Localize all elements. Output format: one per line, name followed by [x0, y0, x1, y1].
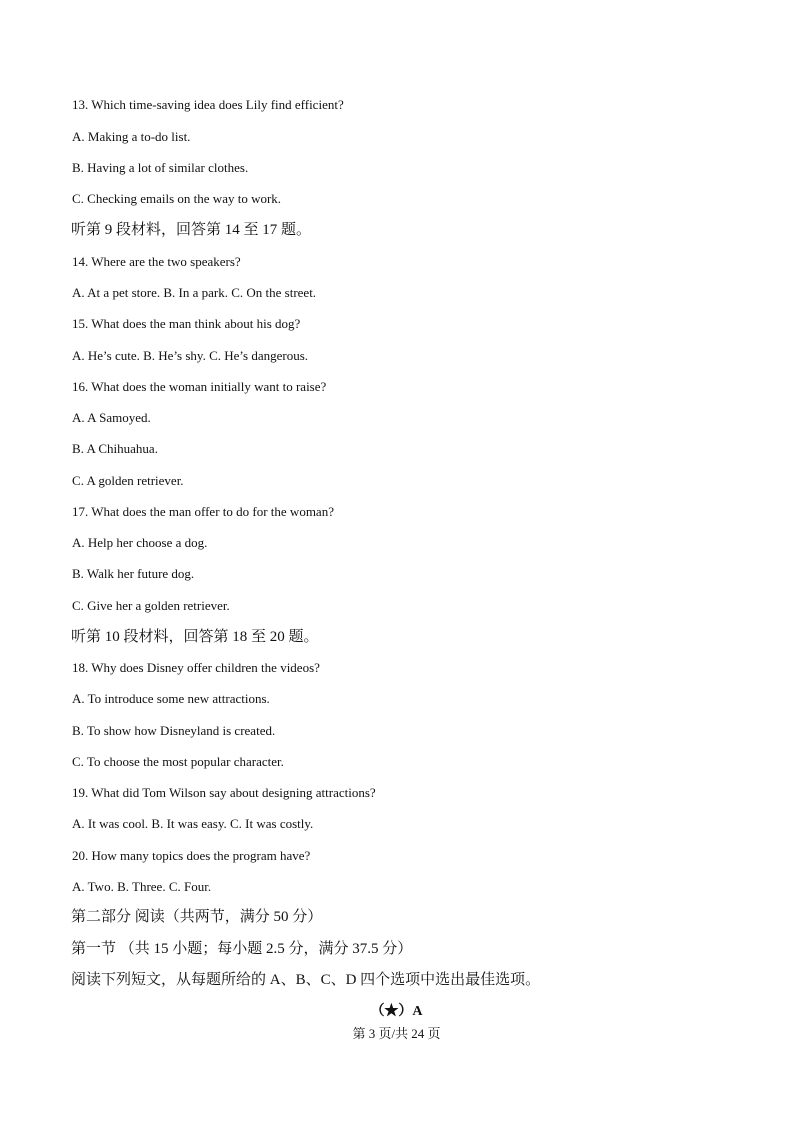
options-20: A. Two. B. Three. C. Four. — [72, 879, 212, 894]
question-17: 17. What does the man offer to do for the woman? — [72, 504, 334, 519]
question-15: 15. What does the man think about his dog? — [72, 316, 301, 331]
options-15: A. He’s cute. B. He’s shy. C. He’s dangerous. — [72, 348, 309, 363]
option-18-b: B. To show how Disneyland is created. — [72, 723, 276, 738]
option-17-b: B. Walk her future dog. — [72, 566, 195, 581]
question-20: 20. How many topics does the program have? — [72, 848, 311, 863]
section-heading-9: 听第 9 段材料，回答第 14 至 17 题。 — [71, 222, 312, 238]
question-13: 13. Which time-saving idea does Lily find efficient? — [72, 97, 344, 112]
option-13-b: B. Having a lot of similar clothes. — [72, 160, 249, 175]
option-16-a: A. A Samoyed. — [72, 410, 151, 425]
options-14: A. At a pet store. B. In a park. C. On the street. — [72, 285, 317, 300]
question-14: 14. Where are the two speakers? — [72, 254, 241, 269]
option-16-c: C. A golden retriever. — [72, 473, 184, 488]
part-two-heading: 第二部分 阅读（共两节，满分 50 分） — [71, 909, 323, 925]
option-18-a: A. To introduce some new attractions. — [72, 691, 270, 706]
passage-title: （★）A — [370, 1004, 423, 1019]
question-16: 16. What does the woman initially want to raise? — [72, 379, 327, 394]
option-16-b: B. A Chihuahua. — [72, 441, 158, 456]
section-one-heading: 第一节 （共 15 小题；每小题 2.5 分，满分 37.5 分） — [71, 941, 413, 957]
page-number: 第 3 页/共 24 页 — [352, 1026, 441, 1041]
option-18-c: C. To choose the most popular character. — [72, 754, 284, 769]
reading-instruction: 阅读下列短文，从每题所给的 A、B、C、D 四个选项中选出最佳选项。 — [71, 972, 541, 988]
option-17-a: A. Help her choose a dog. — [72, 535, 208, 550]
question-18: 18. Why does Disney offer children the videos? — [72, 660, 320, 675]
options-19: A. It was cool. B. It was easy. C. It was costly. — [72, 816, 314, 831]
option-13-c: C. Checking emails on the way to work. — [72, 191, 282, 206]
section-heading-10: 听第 10 段材料，回答第 18 至 20 题。 — [71, 629, 319, 645]
question-19: 19. What did Tom Wilson say about designing attractions? — [72, 785, 376, 800]
option-17-c: C. Give her a golden retriever. — [72, 598, 230, 613]
option-13-a: A. Making a to-do list. — [72, 129, 191, 144]
